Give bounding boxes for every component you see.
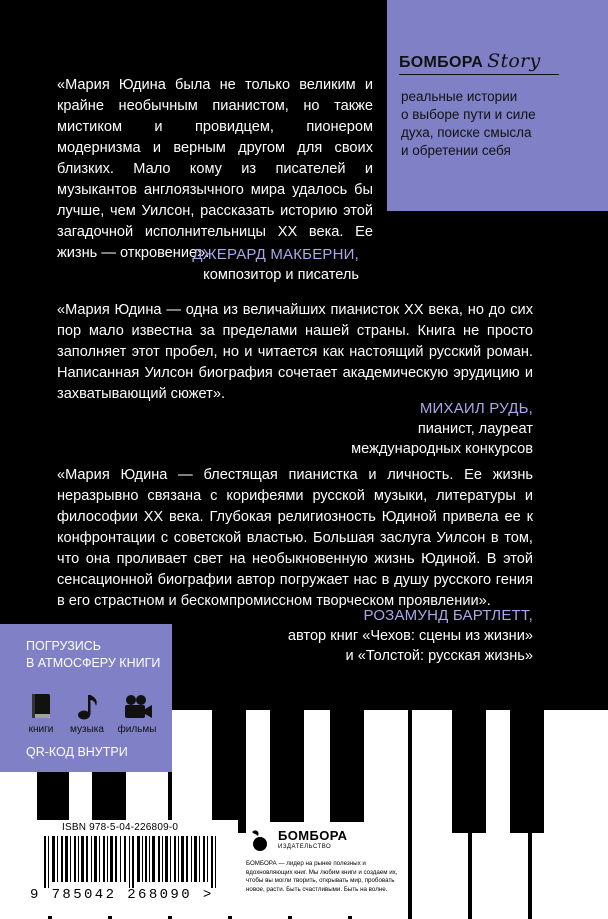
quote-mcburney: «Мария Юдина была не только великим и крайне необычным пианистом, но также мистиком и провидцем, пионером модернизма и верным другом для своих близких. Мало кому из писателей и музыкантов англоязычного мира удалось бы лучше, чем Уилсон, рассказать историю этой загадочной исполнительницы XX века. Ее жизнь — откровение». bbox=[57, 77, 373, 261]
publisher-subtitle: ИЗДАТЕЛЬСТВО bbox=[278, 844, 332, 850]
publisher-description: БОМБОРА — лидер на рынке полезных и вдохновляющих книг. Мы любим книги и создаем их, чтобы вы могли творить, открывать мир, пробовать новое, расти. Быть счастливыми. Быть на волне. bbox=[246, 860, 398, 893]
author-role: пианист, лауреат bbox=[417, 421, 533, 437]
quote-rud: «Мария Юдина — одна из величайших пианисток XX века, но до сих пор мало известна за пределами нашей страны. Книга не просто заполняет этот пробел, но и читается как настоящий русский роман. Написанная Уилсон биография сочетает академическую эрудицию и захватывающий сюжет». bbox=[57, 302, 533, 402]
series-label-box bbox=[387, 0, 608, 211]
promo-box bbox=[0, 624, 172, 772]
author-role: композитор и писатель bbox=[203, 267, 359, 283]
film-camera-icon bbox=[120, 692, 154, 722]
promo-title-line: В АТМОСФЕРУ КНИГИ bbox=[26, 656, 161, 670]
quote-author-mcburney bbox=[192, 245, 359, 285]
series-description-line: и обретении себя bbox=[401, 143, 511, 158]
author-role: и «Толстой: русская жизнь» bbox=[345, 648, 533, 664]
author-name: РОЗАМУНД БАРТЛЕТТ, bbox=[363, 607, 533, 624]
music-note-icon bbox=[70, 692, 104, 722]
author-role: автор книг «Чехов: сцены из жизни» bbox=[287, 628, 533, 644]
series-description-line: реальные истории bbox=[401, 89, 518, 104]
book-icon bbox=[24, 692, 58, 722]
piano-black-key bbox=[452, 710, 486, 833]
quote-author-bartlett bbox=[288, 606, 533, 666]
publisher-name: БОМБОРА bbox=[278, 828, 348, 843]
author-name: ДЖЕРАРД МАКБЕРНИ, bbox=[192, 246, 359, 263]
series-underline bbox=[399, 74, 559, 75]
promo-label-music: музыка bbox=[70, 724, 104, 735]
publisher-box bbox=[246, 822, 406, 916]
piano-black-key bbox=[212, 710, 246, 833]
promo-label-books: книги bbox=[28, 724, 54, 735]
barcode-box bbox=[26, 820, 238, 916]
quote-bartlett: «Мария Юдина — блестящая пианистка и личность. Ее жизнь неразрывно связана с корифеями русской музыки, литературы и философии XX века. Глубокая религиозность Юдиной привела ее к конфронтации с советской властью. Большая заслуга Уилсон в том, что она проливает свет на необыкновенную жизнь Юдиной. В этой сенсационной биографии автор погружает нас в душу русского гения в его страстном и бескомпромиссном творческом проявлении». bbox=[57, 467, 533, 609]
barcode-digits: 9 785042 268090 > bbox=[30, 887, 214, 903]
promo-qr-label: QR-КОД ВНУТРИ bbox=[26, 745, 128, 759]
series-story-word: Story bbox=[487, 50, 541, 72]
promo-label-films: фильмы bbox=[117, 724, 157, 735]
series-description-line: духа, поиске смысла bbox=[401, 125, 532, 140]
series-brand: БОМБОРА Story bbox=[399, 50, 541, 72]
series-description-line: о выборе пути и силе bbox=[401, 107, 536, 122]
author-name: МИХАИЛ РУДЬ, bbox=[419, 400, 533, 417]
piano-black-key bbox=[270, 710, 304, 833]
author-role: международных конкурсов bbox=[351, 441, 533, 457]
promo-title-line: ПОГРУЗИСЬ bbox=[26, 639, 101, 653]
bombora-logo-icon bbox=[246, 828, 274, 852]
piano-black-key bbox=[330, 710, 364, 833]
promo-title bbox=[26, 638, 160, 672]
barcode-bars bbox=[34, 836, 232, 888]
series-description bbox=[401, 88, 601, 160]
piano-black-key bbox=[510, 710, 544, 833]
isbn-number: ISBN 978-5-04-226809-0 bbox=[62, 822, 179, 833]
quote-author-rud bbox=[351, 399, 533, 459]
